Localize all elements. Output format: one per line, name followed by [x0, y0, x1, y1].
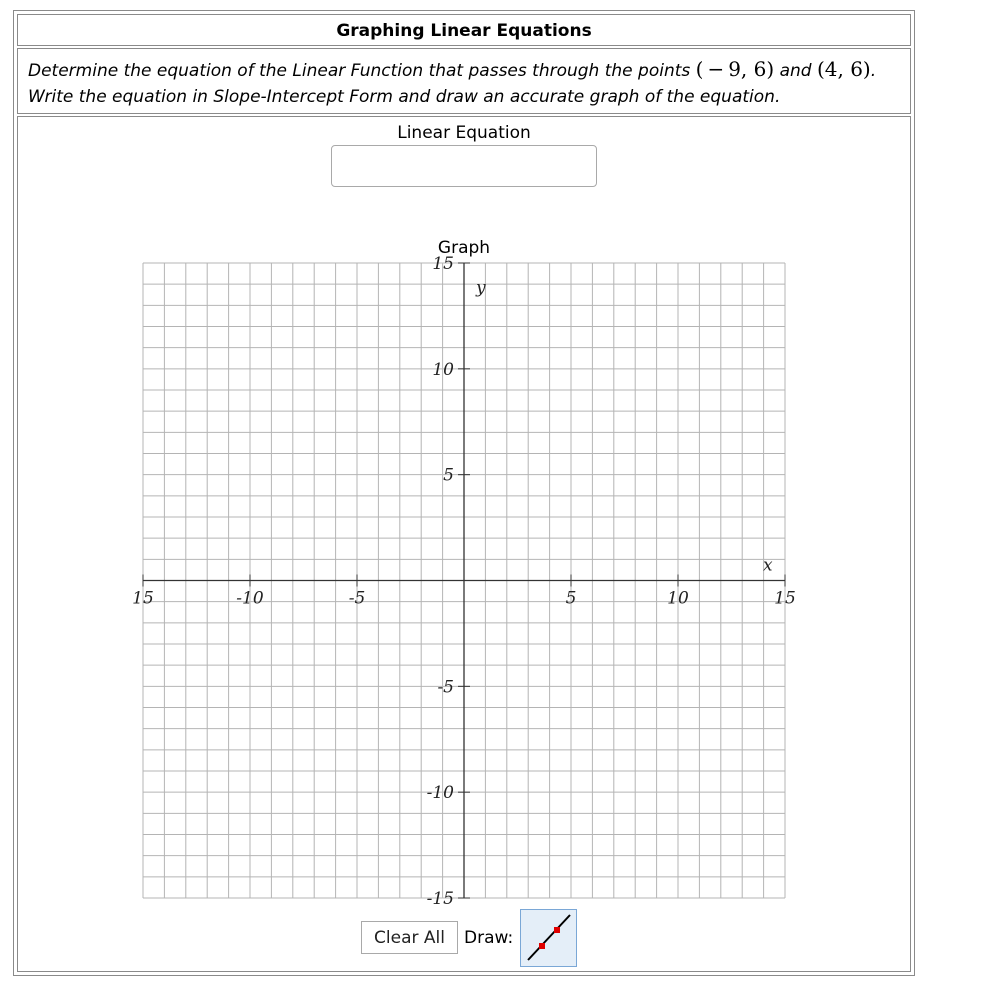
line-tool-point — [539, 943, 545, 949]
point-2: (4, 6) — [816, 57, 871, 81]
x-tick-label: 15 — [132, 588, 154, 609]
page-title: Graphing Linear Equations — [336, 21, 592, 41]
y-tick-label: -5 — [437, 677, 454, 698]
y-axis-label: y — [476, 278, 486, 298]
line-tool-point — [554, 927, 560, 933]
prompt-text: Determine the equation of the Linear Function that passes through the points — [28, 61, 691, 81]
point-1: ( − 9, 6) — [695, 57, 775, 81]
prompt-connector: and — [779, 61, 812, 81]
y-tick-label: 10 — [432, 359, 454, 380]
equation-label: Linear Equation — [397, 123, 531, 143]
y-tick-label: 15 — [432, 254, 454, 274]
y-tick-label: 5 — [443, 465, 454, 486]
clear-all-button[interactable]: Clear All — [361, 921, 458, 954]
axes — [143, 263, 785, 898]
prompt-period: . — [870, 61, 877, 81]
x-tick-label: 10 — [667, 588, 689, 609]
x-tick-label: -10 — [236, 588, 264, 609]
line-tool-icon — [521, 910, 576, 966]
x-axis-label: x — [763, 555, 773, 576]
x-tick-label: 5 — [565, 588, 577, 609]
y-tick-label: -10 — [426, 783, 454, 804]
graph-title: Graph — [437, 238, 491, 258]
draw-label: Draw: — [464, 928, 514, 948]
prompt-line-2: Write the equation in Slope-Intercept Form and draw an accurate graph of the equation. — [28, 87, 781, 107]
line-tool-button[interactable] — [520, 909, 577, 967]
x-tick-label: -5 — [348, 588, 366, 609]
x-tick-label: 15 — [774, 588, 796, 609]
y-tick-label: -15 — [426, 889, 454, 909]
